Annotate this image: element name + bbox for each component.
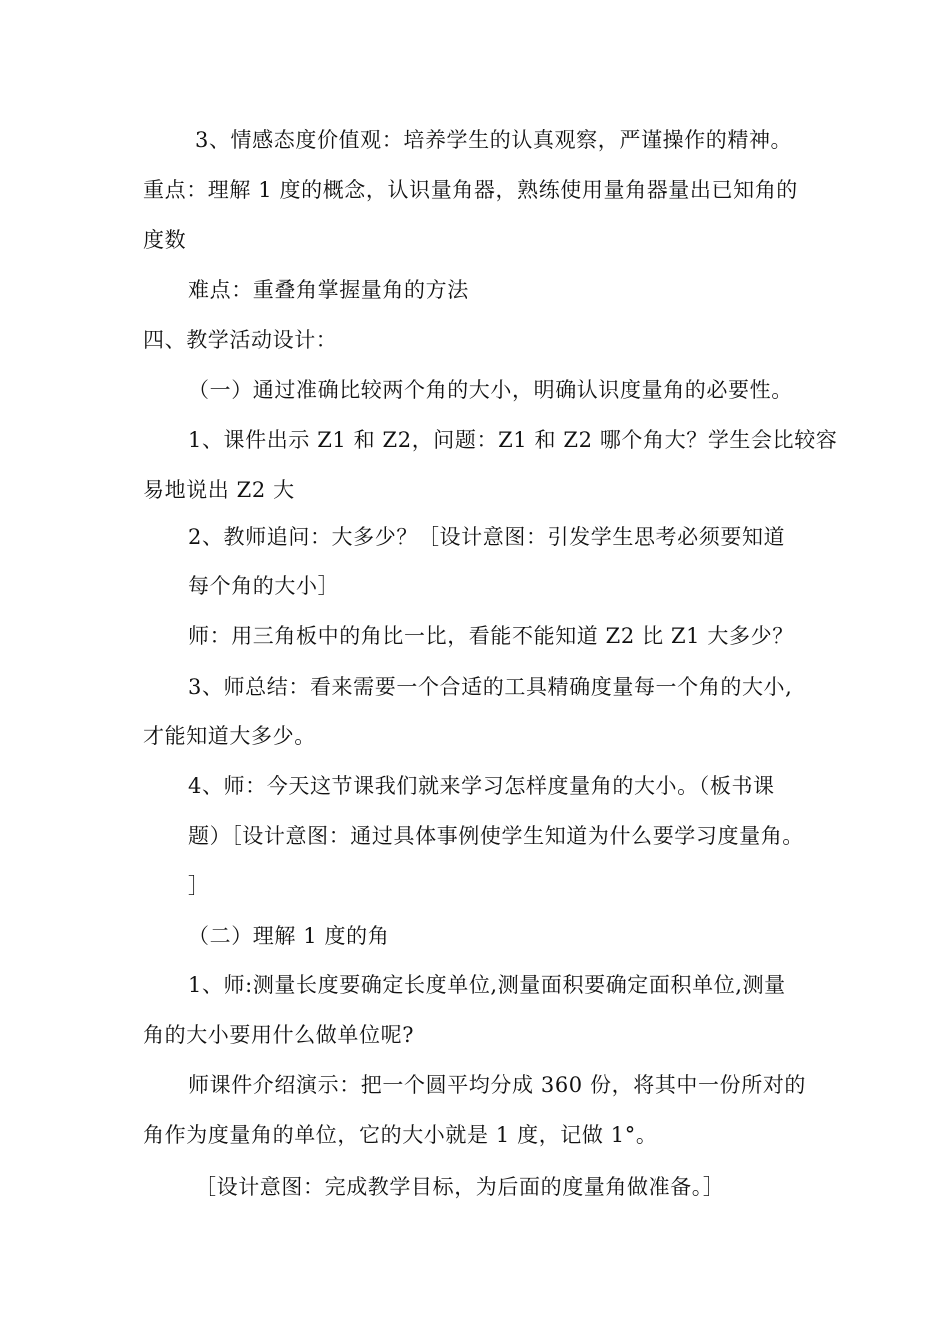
text-line-objective-3: 3、情感态度价值观：培养学生的认真观察，严谨操作的精神。	[195, 128, 793, 152]
text-line-demo-cont: 角作为度量角的单位，它的大小就是 1 度，记做 1°。	[143, 1123, 658, 1147]
text-line-step-3-cont: 才能知道大多少。	[143, 724, 316, 748]
text-line-key-point: 重点：理解 1 度的概念，认识量角器，熟练使用量角器量出已知角的	[143, 178, 798, 202]
text-line-difficulty: 难点：重叠角掌握量角的方法	[188, 278, 469, 302]
text-line-step-4-cont: 题）［设计意图：通过具体事例使学生知道为什么要学习度量角。	[188, 824, 804, 848]
text-line-key-point-cont: 度数	[143, 228, 187, 252]
text-line-teacher-question: 师：用三角板中的角比一比，看能不能知道 Z2 比 Z1 大多少？	[188, 624, 794, 648]
text-line-step-3: 3、师总结：看来需要一个合适的工具精确度量每一个角的大小,	[188, 675, 793, 699]
text-line-step-2-cont: 每个角的大小］	[188, 574, 340, 598]
subsection-heading-2: （二）理解 1 度的角	[188, 924, 390, 948]
section-heading-activities: 四、教学活动设计：	[143, 328, 338, 352]
text-line-step-4-end: ］	[188, 874, 210, 898]
text-line-measure-1: 1、师:测量长度要确定长度单位,测量面积要确定面积单位,测量	[188, 973, 786, 997]
text-line-step-4: 4、师：今天这节课我们就来学习怎样度量角的大小。（板书课	[188, 774, 775, 798]
text-line-demo: 师课件介绍演示：把一个圆平均分成 360 份，将其中一份所对的	[188, 1073, 807, 1097]
text-line-step-2: 2、教师追问：大多少？［设计意图：引发学生思考必须要知道	[188, 525, 786, 549]
text-line-measure-1-cont: 角的大小要用什么做单位呢?	[143, 1023, 415, 1047]
text-line-design-intent: ［设计意图：完成教学目标，为后面的度量角做准备。］	[195, 1175, 725, 1199]
subsection-heading-1: （一）通过准确比较两个角的大小，明确认识度量角的必要性。	[188, 378, 793, 402]
text-line-step-1-cont: 易地说出 Z2 大	[143, 478, 295, 502]
text-line-step-1: 1、课件出示 Z1 和 Z2，问题：Z1 和 Z2 哪个角大？学生会比较容	[188, 428, 838, 452]
